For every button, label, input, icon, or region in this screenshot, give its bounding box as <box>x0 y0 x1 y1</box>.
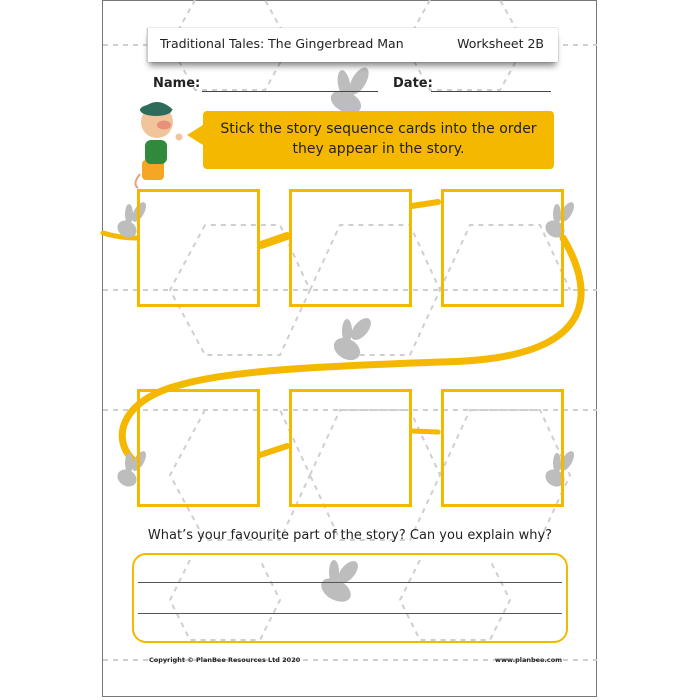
date-label: Date: <box>393 76 433 91</box>
header-banner <box>147 28 558 62</box>
copyright-text: Copyright © PlanBee Resources Ltd 2020 <box>149 656 301 664</box>
worksheet-title: Traditional Tales: The Gingerbread Man <box>160 36 404 51</box>
question-text: What’s your favourite part of the story? Can you explain why? <box>147 528 553 543</box>
bee-icon <box>330 315 375 365</box>
pig-mascot-icon <box>135 102 182 188</box>
website-link: www.planbee.com <box>495 656 562 664</box>
name-field[interactable] <box>202 91 378 92</box>
sequence-card-2[interactable] <box>289 189 412 307</box>
sequence-card-1[interactable] <box>137 189 260 307</box>
name-label: Name: <box>153 76 201 91</box>
sequence-card-5[interactable] <box>289 389 412 507</box>
instruction-bubble <box>203 111 554 169</box>
date-field[interactable] <box>431 91 551 92</box>
instruction-text: Stick the story sequence cards into the order they appear in the story. <box>220 121 537 157</box>
sequence-card-4[interactable] <box>137 389 260 507</box>
sequence-card-3[interactable] <box>441 189 564 307</box>
sequence-card-6[interactable] <box>441 389 564 507</box>
answer-line[interactable] <box>138 613 562 614</box>
answer-box[interactable] <box>132 553 568 643</box>
answer-line[interactable] <box>138 582 562 583</box>
worksheet-number: Worksheet 2B <box>457 36 544 51</box>
